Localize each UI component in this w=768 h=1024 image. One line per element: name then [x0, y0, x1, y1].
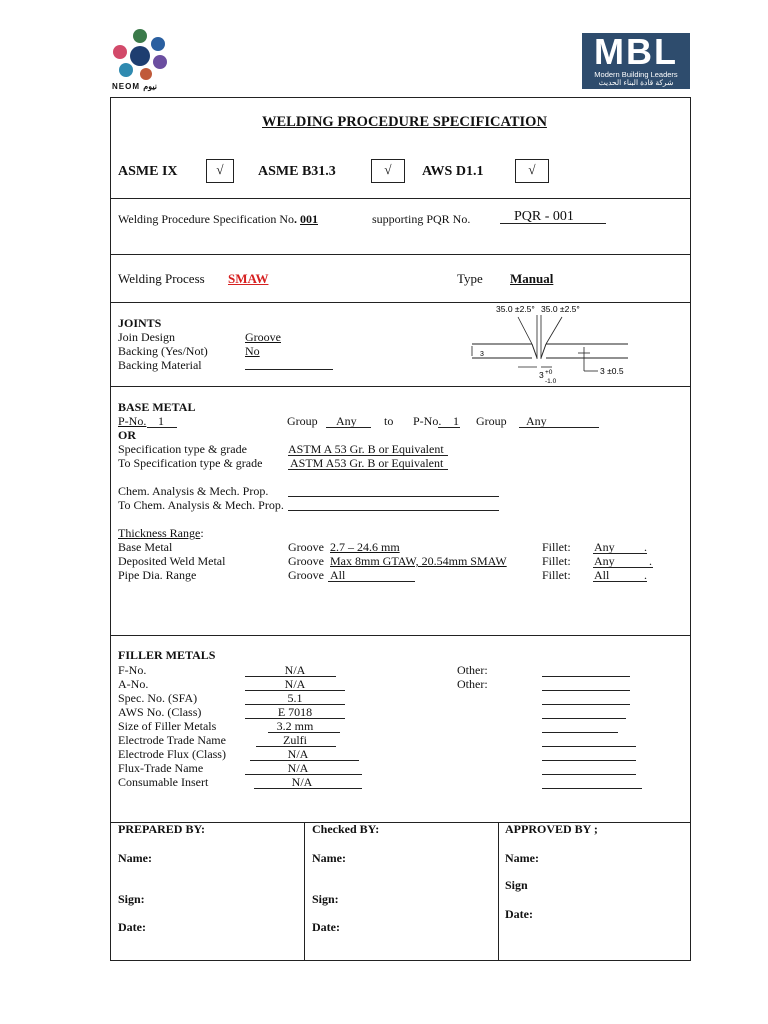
- divider-5: [110, 635, 691, 636]
- page-title: WELDING PROCEDURE SPECIFICATION: [262, 114, 547, 130]
- thickness-range-text: Thickness Range: [118, 526, 201, 540]
- code-asme-b313-label: ASME B31.3: [258, 164, 336, 179]
- group-label: Group: [287, 414, 318, 428]
- thickness-row-deposit-groove-label: Groove: [288, 554, 324, 568]
- type-value: Manual: [510, 271, 554, 286]
- thickness-row-pipe-fillet-label: Fillet:: [542, 568, 571, 582]
- pno2-label: P-No.: [413, 414, 442, 428]
- group-value: Any: [336, 414, 357, 428]
- filler-value-fno: N/A: [284, 663, 306, 677]
- group-underline: [326, 427, 371, 428]
- filler-value-flux-trade: N/A: [287, 761, 309, 775]
- checked-by-label: Checked BY:: [312, 822, 380, 836]
- filler-label-trade: Electrode Trade Name: [118, 733, 226, 747]
- root-gap-tol-lower: -1.0: [545, 378, 557, 385]
- group2-value: Any: [526, 414, 547, 428]
- to-chem-underline: [288, 510, 499, 511]
- pqr-value: PQR - 001: [514, 209, 574, 224]
- other-label-1: Other:: [457, 663, 488, 677]
- other-underline-2: [542, 690, 630, 691]
- filler-metals-heading: FILLER METALS: [118, 648, 216, 662]
- approved-sign-label: Sign: [505, 878, 528, 892]
- pqr-underline: [500, 223, 606, 224]
- joints-heading: JOINTS: [118, 316, 162, 330]
- pno-label: P-No.: [118, 414, 147, 428]
- to-spec-label: To Specification type & grade: [118, 456, 263, 470]
- thickness-row-deposit-fillet-value: Any: [594, 554, 615, 568]
- root-gap-label: 3: [539, 370, 544, 380]
- thickness-row-deposit-groove-value: Max 8mm GTAW, 20.54mm SMAW: [330, 554, 507, 568]
- filler-label-flux-trade: Flux-Trade Name: [118, 761, 204, 775]
- wps-number-value: 001: [300, 212, 318, 226]
- other-underline-8: [542, 774, 636, 775]
- thickness-row-pipe-label: Pipe Dia. Range: [118, 568, 197, 582]
- other-label-2: Other:: [457, 677, 488, 691]
- thickness-row-pipe-fillet-value: All: [594, 568, 610, 582]
- filler-underline-insert: [254, 788, 362, 789]
- prepared-sign-label: Sign:: [118, 892, 145, 906]
- other-underline-3: [542, 704, 630, 705]
- thickness-row-base-fillet-label: Fillet:: [542, 540, 571, 554]
- filler-label-flux-class: Electrode Flux (Class): [118, 747, 226, 761]
- wps-label-text: Welding Procedure Specification No: [118, 212, 294, 226]
- filler-value-insert: N/A: [291, 775, 313, 789]
- filler-label-ano: A-No.: [118, 677, 149, 691]
- thickness-row-deposit-fillet-label: Fillet:: [542, 554, 571, 568]
- filler-label-insert: Consumable Insert: [118, 775, 209, 789]
- thickness-row-pipe-groove-underline: [328, 581, 415, 582]
- pqr-label: supporting PQR No.: [372, 212, 471, 226]
- to-spec-value: ASTM A53 Gr. B or Equivalent: [290, 456, 444, 470]
- filler-value-flux-class: N/A: [287, 747, 309, 761]
- backing-label: Backing (Yes/Not): [118, 344, 208, 358]
- filler-label-aws: AWS No. (Class): [118, 705, 202, 719]
- filler-value-size: 3.2 mm: [276, 719, 314, 733]
- other-underline-9: [542, 788, 642, 789]
- filler-value-ano: N/A: [284, 677, 306, 691]
- other-underline-7: [542, 760, 636, 761]
- to-label: to: [384, 414, 394, 428]
- divider-2: [110, 254, 691, 255]
- thickness-label: 3: [480, 351, 484, 358]
- thickness-row-base-label: Base Metal: [118, 540, 173, 554]
- pno-value: 1: [158, 414, 164, 428]
- filler-value-aws: E 7018: [277, 705, 313, 719]
- filler-value-trade: Zulfi: [283, 733, 307, 747]
- thickness-row-deposit-fillet-dot: .: [649, 554, 652, 568]
- neom-emblem-icon: [110, 28, 170, 80]
- signoff-divider-1: [304, 822, 305, 961]
- pno2-value: 1: [453, 414, 459, 428]
- pno2-underline: [438, 427, 460, 428]
- backing-material-underline: [245, 369, 333, 370]
- checked-sign-label: Sign:: [312, 892, 339, 906]
- root-face-label: 3 ±0.5: [600, 366, 624, 376]
- asme-b313-checkbox[interactable]: √: [371, 159, 405, 183]
- spec-value: ASTM A 53 Gr. B or Equivalent: [288, 442, 444, 456]
- wps-number-label: [118, 212, 297, 227]
- thickness-row-base-groove-value: 2.7 – 24.6 mm: [330, 540, 400, 554]
- thickness-row-pipe-fillet-dot: .: [644, 568, 647, 582]
- root-gap-tol-upper: +0: [545, 369, 553, 376]
- filler-label-fno: F-No.: [118, 663, 147, 677]
- angle-left-label: 35.0 ±2.5°: [496, 304, 535, 314]
- wps-label-dot: .: [293, 212, 297, 226]
- filler-value-sfa: 5.1: [287, 691, 303, 705]
- mbl-logo-text: MBL: [594, 31, 678, 72]
- thickness-range-colon: :: [200, 526, 204, 540]
- angle-right-label: 35.0 ±2.5°: [541, 304, 580, 314]
- group2-label: Group: [476, 414, 507, 428]
- group2-underline: [519, 427, 599, 428]
- backing-material-label: Backing Material: [118, 358, 202, 372]
- thickness-range-heading: [118, 526, 204, 541]
- filler-label-sfa: Spec. No. (SFA): [118, 691, 198, 705]
- type-label: Type: [457, 271, 483, 286]
- welding-process-label: Welding Process: [118, 271, 205, 286]
- chem-underline: [288, 496, 499, 497]
- other-underline-4: [542, 718, 626, 719]
- approved-by-label: APPROVED BY ;: [505, 822, 598, 836]
- aws-d11-checkbox[interactable]: √: [515, 159, 549, 183]
- code-asme-ix-label: ASME IX: [118, 164, 178, 179]
- welding-process-value: SMAW: [228, 271, 269, 286]
- backing-value: No: [245, 344, 260, 358]
- joint-diagram: [466, 303, 636, 385]
- thickness-row-base-groove-label: Groove: [288, 540, 324, 554]
- mbl-logo-subtitle: Modern Building Leaders: [594, 70, 678, 79]
- pno-underline: [147, 427, 177, 428]
- thickness-row-base-fillet-value: Any: [594, 540, 615, 554]
- joint-design-label: Join Design: [118, 330, 175, 344]
- thickness-row-pipe-groove-label: Groove: [288, 568, 324, 582]
- mbl-logo-arabic: شركة قادة البناء الحديث: [598, 78, 674, 87]
- thickness-row-deposit-label: Deposited Weld Metal: [118, 554, 226, 568]
- groove-joint-diagram: [466, 303, 636, 385]
- other-underline-6: [542, 746, 636, 747]
- to-spec-underline: [288, 469, 448, 470]
- neom-text: NEOM نيوم: [112, 82, 157, 91]
- mbl-logo: [582, 33, 690, 89]
- approved-date-label: Date:: [505, 907, 533, 921]
- prepared-date-label: Date:: [118, 920, 146, 934]
- approved-name-label: Name:: [505, 851, 539, 865]
- divider-1: [110, 198, 691, 199]
- thickness-row-pipe-fillet-underline: [593, 581, 647, 582]
- checked-name-label: Name:: [312, 851, 346, 865]
- signoff-divider-2: [498, 822, 499, 961]
- prepared-by-label: PREPARED BY:: [118, 822, 206, 836]
- base-metal-heading: BASE METAL: [118, 400, 196, 414]
- or-label: OR: [118, 428, 136, 442]
- divider-4: [110, 386, 691, 387]
- code-aws-d11-label: AWS D1.1: [422, 164, 484, 179]
- prepared-name-label: Name:: [118, 851, 152, 865]
- checked-date-label: Date:: [312, 920, 340, 934]
- chem-label: Chem. Analysis & Mech. Prop.: [118, 484, 269, 498]
- spec-label: Specification type & grade: [118, 442, 247, 456]
- other-underline-1: [542, 676, 630, 677]
- thickness-row-base-fillet-dot: .: [644, 540, 647, 554]
- filler-label-size: Size of Filler Metals: [118, 719, 217, 733]
- thickness-row-pipe-groove-value: All: [330, 568, 346, 582]
- other-underline-5: [542, 732, 618, 733]
- to-chem-label: To Chem. Analysis & Mech. Prop.: [118, 498, 284, 512]
- joint-design-value: Groove: [245, 330, 281, 344]
- neom-logo: [110, 28, 170, 98]
- asme-ix-checkbox[interactable]: √: [206, 159, 234, 183]
